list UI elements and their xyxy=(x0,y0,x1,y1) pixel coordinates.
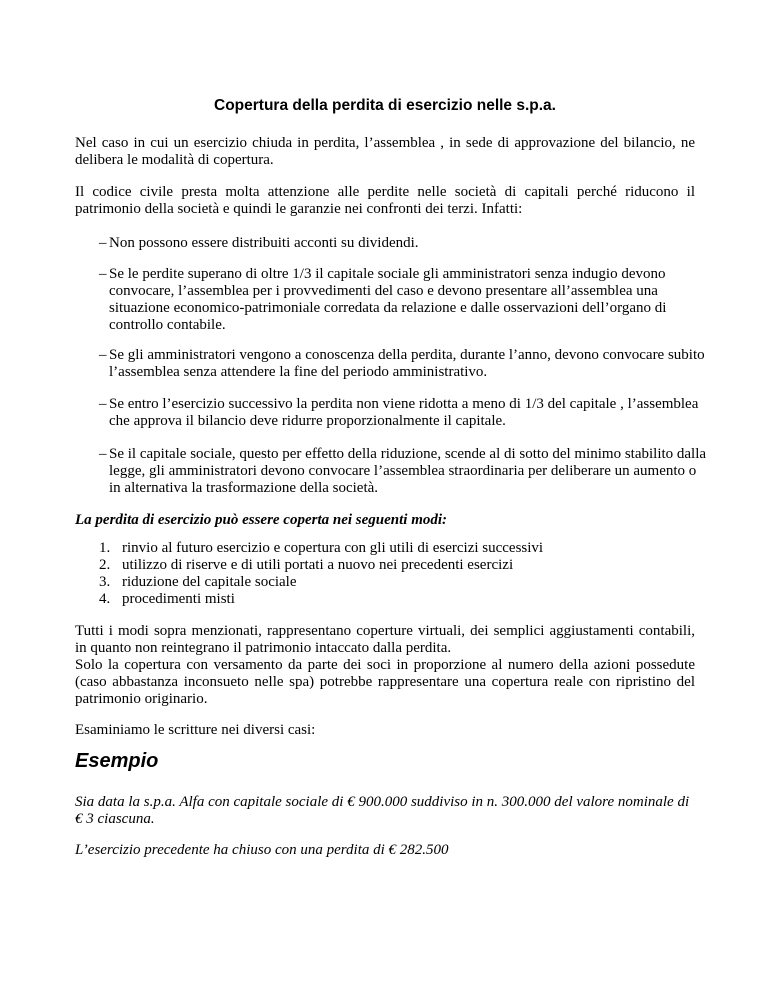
numbered-list-item xyxy=(99,591,543,608)
example-loss-paragraph: L’esercizio precedente ha chiuso con una perdita di € 282.500 xyxy=(75,842,449,858)
dash-item-text: Se il capitale sociale, questo per effetto della riduzione, scende al di sotto del minimo stabilito dalla legge, gli amministratori devono convocare l’assemblea straordinaria per deliberare un aumento o in alternativa la trasformazione della società. xyxy=(109,446,707,496)
list-item-text: procedimenti misti xyxy=(122,591,235,607)
dash-marker: – xyxy=(99,266,107,282)
civil-code-paragraph: Il codice civile presta molta attenzione alle perdite nelle società di capitali perché riducono il patrimonio della società e quindi le garanzie nei confronti dei terzi. Infatti: xyxy=(75,184,695,217)
dash-list-item xyxy=(99,266,709,334)
list-item-text: rinvio al futuro esercizio e copertura con gli utili di esercizi successivi xyxy=(122,540,544,556)
dash-list-item xyxy=(99,396,709,430)
dash-item-text: Se le perdite superano di oltre 1/3 il capitale sociale gli amministratori senza indugio devono convocare, l’assemblea per i provvedimenti del caso e devono presentare all’assemblea una situazione economico-patrimoniale corredata da relazione e dalle osservazioni dell’organo di controllo contabile. xyxy=(109,266,667,333)
coverage-methods-heading: La perdita di esercizio può essere coperta nei seguenti modi: xyxy=(75,512,448,528)
dash-marker: – xyxy=(99,347,107,363)
list-number: 4. xyxy=(99,591,111,607)
dash-list-item xyxy=(99,446,709,497)
list-item-text: riduzione del capitale sociale xyxy=(122,574,297,590)
cases-paragraph: Esaminiamo le scritture nei diversi casi: xyxy=(75,722,316,738)
dash-marker: – xyxy=(99,396,107,412)
dash-list-item xyxy=(99,347,709,381)
coverage-methods-list xyxy=(99,540,543,608)
numbered-list-item xyxy=(99,540,543,557)
list-item-text: utilizzo di riserve e di utili portati a nuovo nei precedenti esercizi xyxy=(122,557,514,573)
example-heading: Esempio xyxy=(75,750,159,772)
dash-item-text: Se entro l’esercizio successivo la perdita non viene ridotta a meno di 1/3 del capitale , l’assemblea che approva il bilancio deve ridurre proporzionalmente il capitale. xyxy=(109,396,699,429)
dash-item-text: Non possono essere distribuiti acconti su dividendi. xyxy=(109,235,419,251)
dash-item-text: Se gli amministratori vengono a conoscenza della perdita, durante l’anno, devono convocare subito l’assemblea senza attendere la fine del periodo amministrativo. xyxy=(109,347,705,380)
numbered-list-item xyxy=(99,574,543,591)
list-number: 2. xyxy=(99,557,111,573)
numbered-list-item xyxy=(99,557,543,574)
example-company-paragraph: Sia data la s.p.a. Alfa con capitale sociale di € 900.000 suddiviso in n. 300.000 del valore nominale di € 3 ciascuna. xyxy=(75,794,690,827)
virtual-coverage-paragraph xyxy=(75,623,695,708)
document-title: Copertura della perdita di esercizio nelle s.p.a. xyxy=(214,97,556,114)
dash-list-item xyxy=(99,235,709,252)
dash-marker: – xyxy=(99,235,107,251)
intro-paragraph: Nel caso in cui un esercizio chiuda in perdita, l’assemblea , in sede di approvazione del bilancio, ne delibera le modalità di copertura. xyxy=(75,135,695,168)
list-number: 1. xyxy=(99,540,111,556)
list-number: 3. xyxy=(99,574,111,590)
real-coverage-text: Solo la copertura con versamento da parte dei soci in proporzione al numero della azioni possedute (caso abbastanza inconsueto nelle spa) potrebbe rappresentare una copertura reale con ripristino del patrimonio originario. xyxy=(75,657,695,707)
dash-marker: – xyxy=(99,446,107,462)
virtual-coverage-text: Tutti i modi sopra menzionati, rappresentano coperture virtuali, dei semplici aggiustamenti contabili, in quanto non reintegrano il patrimonio intaccato dalla perdita. xyxy=(75,623,695,656)
